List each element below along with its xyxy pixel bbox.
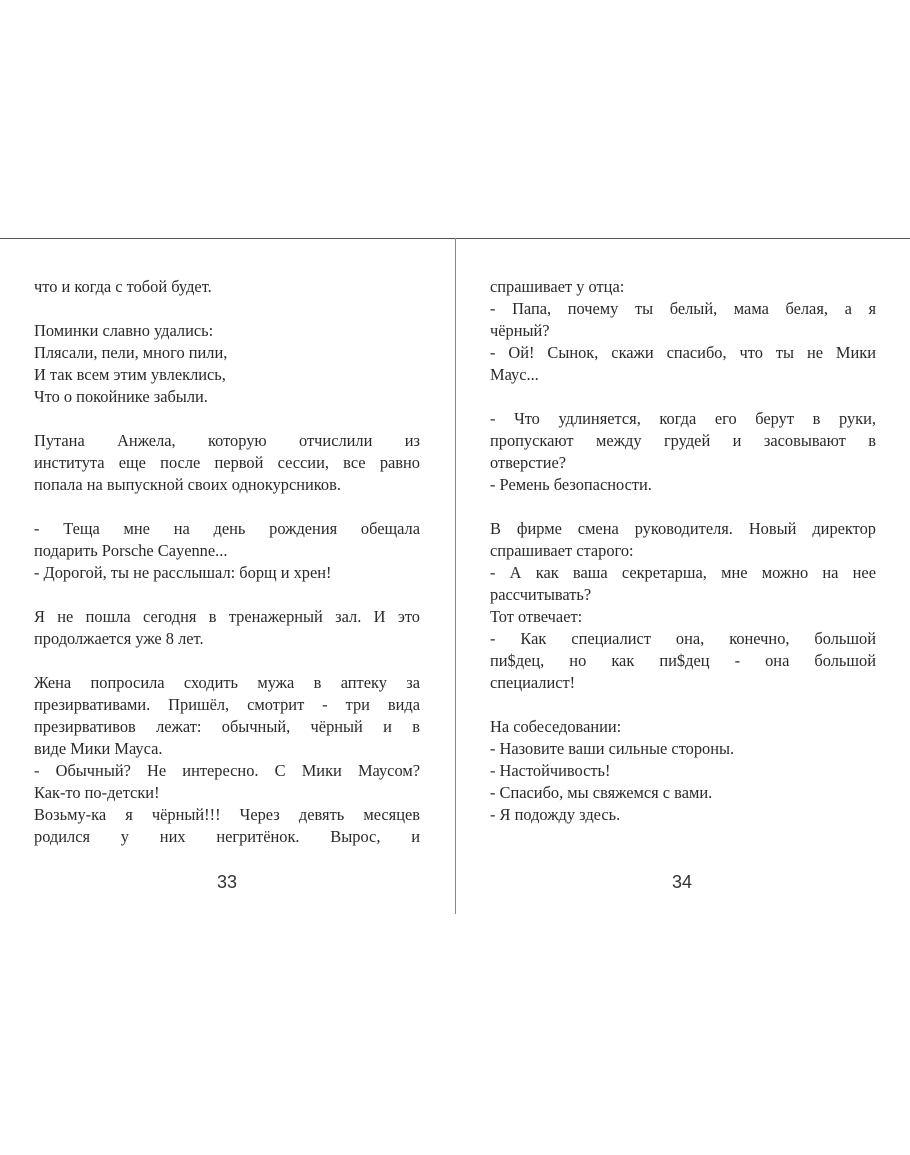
text-line: Жена попросила сходить мужа в аптеку за xyxy=(34,673,420,692)
text-line: что и когда с тобой будет. xyxy=(34,277,212,296)
text-line: Тот отвечает: xyxy=(490,607,583,626)
text-line: пропускают между грудей и засовывают в xyxy=(490,431,876,450)
text-line: родился у них негритёнок. Вырос, и xyxy=(34,827,420,846)
text-line: виде Мики Мауса. xyxy=(34,739,163,758)
text-line: чёрный? xyxy=(490,321,550,340)
text-line: специалист! xyxy=(490,673,576,692)
text-line: Поминки славно удались: xyxy=(34,321,214,340)
text-line: спрашивает старого: xyxy=(490,541,634,560)
text-line: презирвативов лежат: обычный, чёрный и в xyxy=(34,717,420,736)
left-page-number: 33 xyxy=(217,872,238,892)
text-line: - Обычный? Не интересно. С Мики Маусом? xyxy=(34,761,420,780)
text-line: Что о покойнике забыли. xyxy=(34,387,208,406)
text-line: - Назовите ваши сильные стороны. xyxy=(490,739,735,758)
left-page xyxy=(34,276,420,848)
right-page-number: 34 xyxy=(672,872,693,892)
text-line: Как-то по-детски! xyxy=(34,783,160,802)
right-paragraph-1 xyxy=(490,276,876,386)
text-line: - Настойчивость! xyxy=(490,761,611,780)
text-line: - Ой! Сынок, скажи спасибо, что ты не Мики xyxy=(490,343,876,362)
left-paragraph-1 xyxy=(34,276,420,298)
text-line: - Теща мне на день рождения обещала xyxy=(34,519,420,538)
text-line: - Что удлиняется, когда его берут в руки, xyxy=(490,409,876,428)
text-line: презирвативами. Пришёл, смотрит - три вида xyxy=(34,695,420,714)
text-line: - Спасибо, мы свяжемся с вами. xyxy=(490,783,713,802)
left-poem xyxy=(34,320,420,408)
text-line: спрашивает у отца: xyxy=(490,277,625,296)
text-line: продолжается уже 8 лет. xyxy=(34,629,204,648)
right-page xyxy=(490,276,876,826)
text-line: Плясали, пели, много пили, xyxy=(34,343,228,362)
left-paragraph-6 xyxy=(34,672,420,848)
text-line: - Я подожду здесь. xyxy=(490,805,621,824)
text-line: - Папа, почему ты белый, мама белая, а я xyxy=(490,299,876,318)
text-line: Путана Анжела, которую отчислили из xyxy=(34,431,420,450)
text-line: - Как специалист она, конечно, большой xyxy=(490,629,876,648)
right-paragraph-2 xyxy=(490,408,876,496)
text-line: Я не пошла сегодня в тренажерный зал. И это xyxy=(34,607,420,626)
text-line: пи$дец, но как пи$дец - она большой xyxy=(490,651,876,670)
left-paragraph-5 xyxy=(34,606,420,650)
book-spine-divider xyxy=(455,238,456,914)
text-line: В фирме смена руководителя. Новый директор xyxy=(490,519,876,538)
text-line: подарить Porsche Cayenne... xyxy=(34,541,228,560)
text-line: института еще после первой сессии, все равно xyxy=(34,453,420,472)
text-line: На собеседовании: xyxy=(490,717,622,736)
text-line: рассчитывать? xyxy=(490,585,592,604)
text-line: - Ремень безопасности. xyxy=(490,475,652,494)
text-line: - Дорогой, ты не расслышал: борщ и хрен! xyxy=(34,563,332,582)
text-line: - А как ваша секретарша, мне можно на нее xyxy=(490,563,876,582)
text-line: попала на выпускной своих однокурсников. xyxy=(34,475,341,494)
right-paragraph-3 xyxy=(490,518,876,694)
right-paragraph-4 xyxy=(490,716,876,826)
left-paragraph-4 xyxy=(34,518,420,584)
text-line: Возьму-ка я чёрный!!! Через девять месяцев xyxy=(34,805,420,824)
text-line: отверстие? xyxy=(490,453,567,472)
left-paragraph-3 xyxy=(34,430,420,496)
text-line: И так всем этим увлеклись, xyxy=(34,365,226,384)
text-line: Маус... xyxy=(490,365,539,384)
